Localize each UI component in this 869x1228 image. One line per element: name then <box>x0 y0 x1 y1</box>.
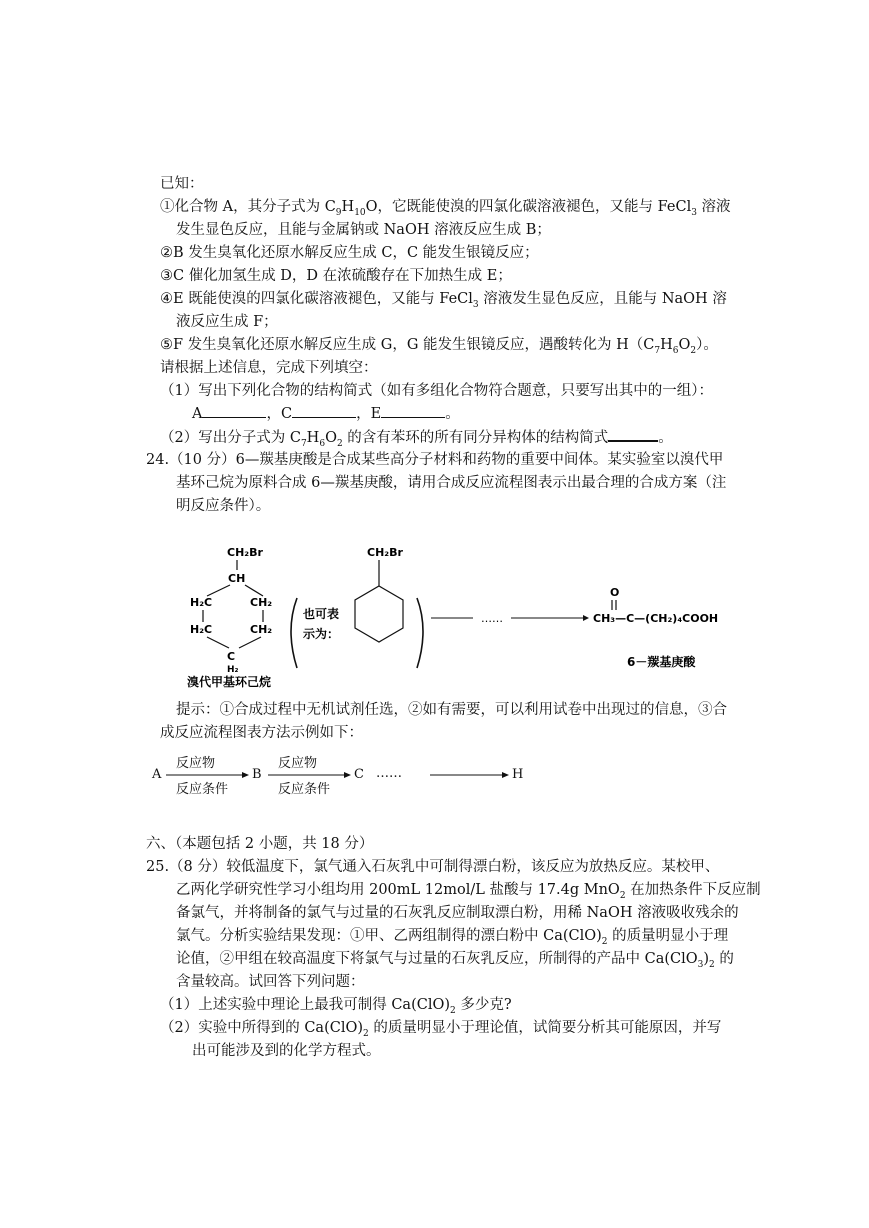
problem-25-line-3: 备氯气，并将制备的氯气与过量的石灰乳反应制取漂白粉，用稀 NaOH 溶液吸收残余的 <box>176 905 739 921</box>
alt-label-1: 也可表 <box>303 607 340 621</box>
problem-25-question-2-cont: 出可能涉及到的化学方程式。 <box>192 1043 381 1059</box>
alt-ch2br-label: CH₂Br <box>367 546 403 559</box>
hint-line-1: 提示：①合成过程中无机试剂任选，②如有需要，可以利用试卷中出现过的信息，③合 <box>176 702 727 718</box>
flow-reactant-1: 反应物 <box>176 756 216 771</box>
problem-25-question-1: （1）上述实验中理论上最我可制得 $Ca(ClO)_2$ 多少克? <box>160 997 512 1016</box>
product-caption: 6－羰基庚酸 <box>627 655 696 669</box>
left-caption: 溴代甲基环己烷 <box>187 675 272 689</box>
problem-25-question-2: （2）实验中所得到的 $Ca(ClO)_2$ 的质量明显小于理论值，试简要分析其可能原因，并写 <box>160 1020 722 1039</box>
dots-label: …… <box>481 612 503 625</box>
fact-4-cont: 液反应生成 F； <box>176 314 278 330</box>
question-1-answers: A ，C ，E 。 <box>192 403 460 425</box>
flow-condition-1: 反应条件 <box>176 782 229 797</box>
product-formula: CH₃—C—(CH₂)₄COOH <box>593 612 719 625</box>
answer-blank-a[interactable] <box>202 403 266 418</box>
fact-1: ①化合物 A，其分子式为 $C_9H_{10}O$，它既能使溴的四氯化碳溶液褪色，又能与 FeCl$_3$ 溶液 <box>160 199 731 218</box>
left-ch2br-label: CH₂Br <box>227 546 263 559</box>
problem-25-line-1: 25.（8 分）较低温度下，氯气通入石灰乳中可制得漂白粉，该反应为放热反应。某校甲、 <box>146 859 720 875</box>
question-2: （2）写出分子式为 $C_7H_6O_2$ 的含有苯环的所有同分异构体的结构简式 。 <box>160 426 673 449</box>
answer-blank-c[interactable] <box>292 403 356 418</box>
flow-example <box>150 755 570 805</box>
flow-reactant-2: 反应物 <box>278 756 318 771</box>
left-ch2-lower-label: CH₂ <box>250 623 273 636</box>
prompt-line: 请根据上述信息，完成下列填空： <box>160 360 378 376</box>
left-ch-label: CH <box>228 572 246 585</box>
left-h2c-lower-label: H₂C <box>190 623 213 636</box>
fact-5: ⑤F 发生臭氧化还原水解反应生成 G，G 能发生银镜反应，遇酸转化为 $H(C_7H_6O_2)$。 <box>160 337 718 356</box>
problem-24-line-3: 明反应条件）。 <box>176 498 271 514</box>
product-o-label: O <box>610 586 620 599</box>
problem-25-line-2: 乙两化学研究性学习小组均用 200mL 12mol/L 盐酸与 17.4g MnO$_2$ 在加热条件下反应制 <box>176 882 761 901</box>
problem-25-line-4: 氯气。分析实验结果发现：①甲、乙两组制得的漂白粉中 $Ca(ClO)_2$ 的质量明显小于理 <box>176 928 729 947</box>
left-c-bottom-label: C <box>227 650 236 663</box>
intro-line: 已知： <box>160 176 204 192</box>
flow-a: A <box>152 767 162 782</box>
left-h2c-upper-label: H₂C <box>190 596 213 609</box>
reaction-figure <box>185 540 745 690</box>
problem-25-line-5: 论值，②甲组在较高温度下将氯气与过量的石灰乳反应，所制得的产品中 $Ca(ClO_3)_2$ 的 <box>176 951 734 970</box>
answer-blank-isomers[interactable] <box>608 426 658 442</box>
flow-h: H <box>512 767 524 782</box>
fact-3: ③C 催化加氢生成 D，D 在浓硫酸存在下加热生成 E； <box>160 268 512 284</box>
left-h2-bottom-label: H₂ <box>227 665 239 675</box>
problem-25-line-6: 含量较高。试回答下列问题： <box>176 974 365 990</box>
reaction-figure-svg <box>185 540 745 690</box>
flow-dots: …… <box>376 766 402 781</box>
flow-condition-2: 反应条件 <box>278 782 331 797</box>
left-paren <box>291 598 297 668</box>
flow-b: B <box>252 767 262 782</box>
problem-24-line-2: 基环己烷为原料合成 6—羰基庚酸，请用合成反应流程图表示出最合理的合成方案（注 <box>176 475 727 491</box>
answer-blank-e[interactable] <box>381 403 445 418</box>
fact-2: ②B 发生臭氧化还原水解反应生成 C，C 能发生银镜反应； <box>160 245 539 261</box>
left-ch2-upper-label: CH₂ <box>250 596 273 609</box>
right-paren <box>417 598 423 668</box>
cyclohexane-ring <box>355 586 403 642</box>
section-6-heading: 六、（本题包括 2 小题，共 18 分） <box>146 836 374 852</box>
fact-4: ④E 既能使溴的四氯化碳溶液褪色，又能与 FeCl$_3$ 溶液发生显色反应，且能与 NaOH 溶 <box>160 291 727 310</box>
question-1: （1）写出下列化合物的结构简式（如有多组化合物符合题意，只要写出其中的一组）： <box>160 383 713 399</box>
problem-24-line-1: 24.（10 分）6—羰基庚酸是合成某些高分子材料和药物的重要中间体。某实验室以溴代甲 <box>146 452 724 468</box>
flow-c: C <box>354 767 364 782</box>
alt-label-2: 示为： <box>303 627 340 641</box>
fact-1-cont: 发生显色反应，且能与金属钠或 NaOH 溶液反应生成 B； <box>176 222 551 238</box>
hint-line-2: 成反应流程图表方法示例如下： <box>160 725 363 741</box>
